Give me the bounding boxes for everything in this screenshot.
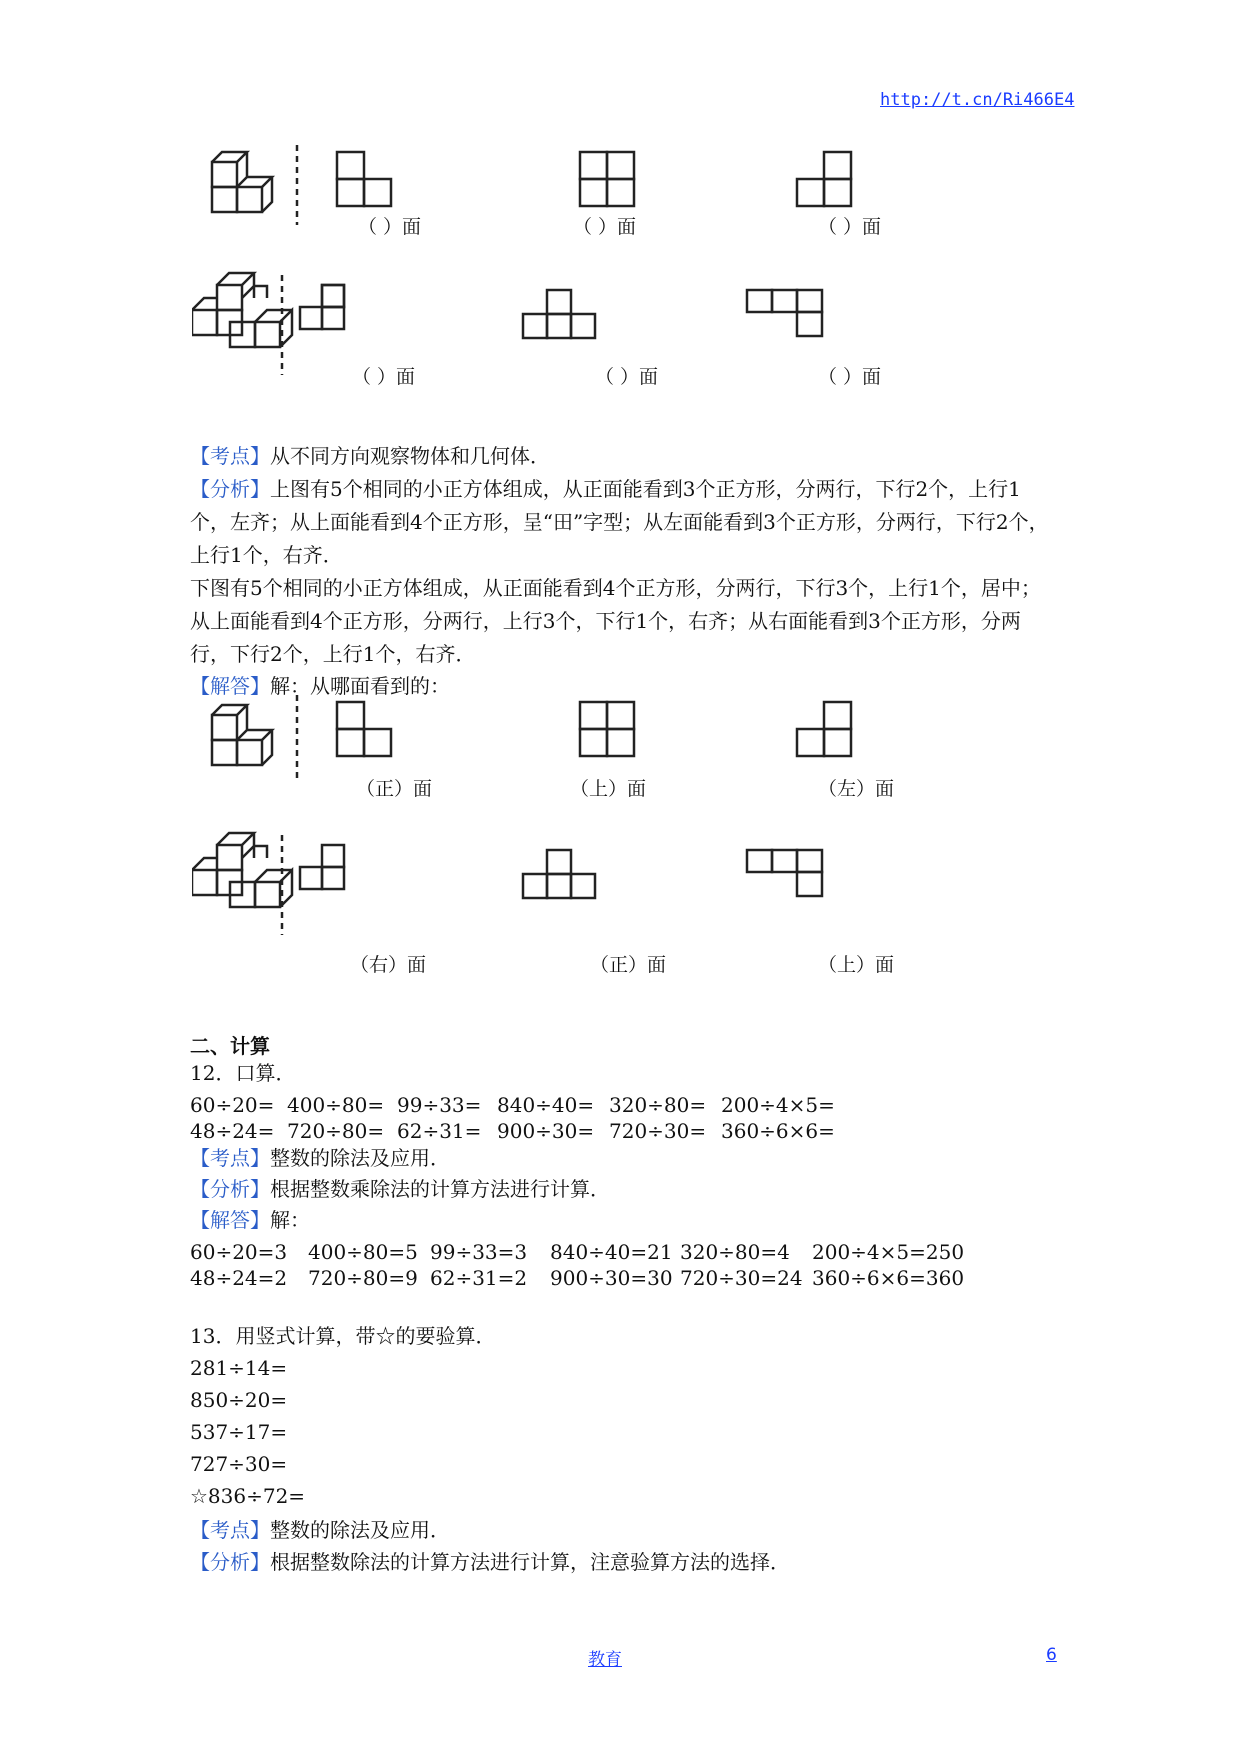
label-q5: （ ）面 — [595, 366, 659, 388]
label-q2: （ ）面 — [573, 216, 637, 238]
jieda-tag: 【解答】 — [190, 674, 270, 698]
q13-item-2: 850÷20= — [190, 1388, 288, 1412]
fenxi-tag: 【分析】 — [190, 477, 270, 501]
q12-row1: 60÷20= 400÷80= 99÷33= 840÷40= 320÷80= 200÷4×5= — [190, 1093, 835, 1117]
label-a1: （正）面 — [356, 778, 433, 800]
label-q6: （ ）面 — [818, 366, 882, 388]
label-q4: （ ）面 — [352, 366, 416, 388]
q11-kaodian: 【考点】从不同方向观察物体和几何体． — [190, 444, 550, 468]
q12-ans1: 60÷20=3 400÷80=5 99÷33=3 840÷40=21 320÷80=4 200÷4×5=250 — [190, 1240, 965, 1264]
label-q1: （ ）面 — [358, 216, 422, 238]
q13-kaodian: 【考点】整数的除法及应用． — [190, 1518, 450, 1542]
label-q3: （ ）面 — [818, 216, 882, 238]
cube-solid-top — [212, 152, 272, 212]
q13-fenxi: 【分析】根据整数除法的计算方法进行计算，注意验算方法的选择． — [190, 1550, 790, 1574]
q13-item-4: 727÷30= — [190, 1452, 288, 1476]
view-front-top — [337, 152, 391, 206]
q12-ans2: 48÷24=2 720÷80=9 62÷31=2 900÷30=30 720÷30=24 360÷6×6=360 — [190, 1266, 965, 1290]
views-diagram — [192, 140, 922, 390]
page-number[interactable]: 6 — [1046, 1645, 1057, 1665]
view-right-bottom — [747, 290, 822, 336]
header-url[interactable]: http://t.cn/Ri466E4 — [880, 90, 1075, 110]
views-diagram-answer — [192, 690, 922, 970]
kaodian-tag: 【考点】 — [190, 444, 270, 468]
footer-link[interactable]: 教育 — [588, 1650, 622, 1670]
q11-fenxi2: 下图有5个相同的小正方体组成，从正面能看到4个正方形，分两行，下行3个，上行1个，居中；从上面能看到4个正方形，分两行，上行3个，下行1个，右齐；从右面能看到3个正方形，分两行，下行2个，上行1个，右齐． — [190, 576, 1041, 666]
view-top-bottom — [523, 290, 595, 338]
q12-kaodian: 【考点】整数的除法及应用． — [190, 1146, 450, 1170]
label-a2: （上）面 — [570, 778, 647, 800]
q12-title: 12．口算． — [190, 1061, 296, 1085]
views-figure-answer — [192, 690, 922, 970]
label-a6: （上）面 — [818, 954, 895, 976]
view-top-top — [580, 152, 634, 206]
view-front-bottom — [300, 285, 344, 329]
section-title: 二、计算 — [190, 1034, 270, 1058]
q11-fenxi: 【分析】上图有5个相同的小正方体组成，从正面能看到3个正方形，分两行，下行2个，上行1个，左齐；从上面能看到4个正方形，呈“田”字型；从左面能看到3个正方形，分两行，下行2个，上行1个，右齐． — [190, 477, 1049, 567]
q12-row2: 48÷24= 720÷80= 62÷31= 900÷30= 720÷30= 360÷6×6= — [190, 1119, 835, 1143]
q12-jieda: 【解答】解： — [190, 1208, 310, 1232]
q12-fenxi: 【分析】根据整数乘除法的计算方法进行计算． — [190, 1177, 610, 1201]
view-left-top — [797, 152, 851, 206]
q11-jieda: 【解答】解：从哪面看到的： — [190, 674, 450, 698]
q13-item-5: ☆836÷72= — [190, 1484, 306, 1508]
label-a4: （右）面 — [350, 954, 427, 976]
q13-item-1: 281÷14= — [190, 1356, 288, 1380]
label-a3: （左）面 — [818, 778, 895, 800]
cube-solid-bottom — [192, 273, 292, 347]
q13-title: 13．用竖式计算，带☆的要验算． — [190, 1324, 496, 1348]
q13-item-3: 537÷17= — [190, 1420, 288, 1444]
label-a5: （正）面 — [590, 954, 667, 976]
views-figure-question — [192, 140, 922, 390]
